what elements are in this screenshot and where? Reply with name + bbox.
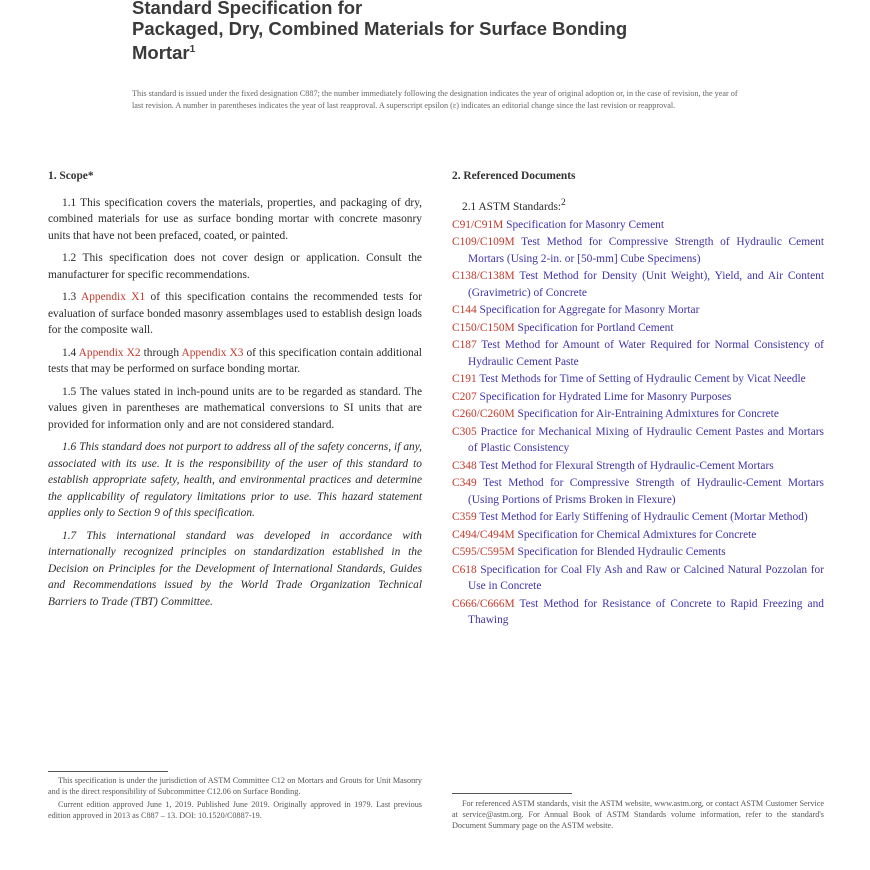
reference-title-link[interactable]: Test Method for Amount of Water Required for Normal Consistency of Hydraulic Cement Paste: [468, 339, 824, 368]
reference-title-link[interactable]: Test Method for Early Stiffening of Hydraulic Cement (Mortar Method): [479, 511, 808, 524]
reference-code-link[interactable]: C494/C494M: [452, 528, 515, 541]
reference-item: [452, 562, 824, 595]
left-footnotes: [48, 775, 422, 823]
referenced-standards-list: [452, 217, 824, 629]
reference-code-link[interactable]: C260/C260M: [452, 408, 515, 421]
reference-code-link[interactable]: C666/C666M: [452, 597, 515, 610]
reference-title-link[interactable]: Test Methods for Time of Setting of Hydraulic Cement by Vicat Needle: [479, 373, 806, 386]
scope-paragraph-1-3-text: of this specification contains the recommended tests for evaluation of surface bonded masonry assemblages used to establish design loads for the composite wall.: [48, 291, 422, 336]
title-footnote-mark: 1: [189, 44, 196, 55]
reference-title-link[interactable]: Test Method for Compressive Strength of Hydraulic Cement Mortars (Using 2-in. or [50-mm] Cube Specimens): [468, 236, 824, 265]
appendix-x1-link[interactable]: Appendix X1: [80, 291, 146, 303]
title-line-1: Standard Specification for: [132, 0, 363, 18]
reference-item: [452, 509, 824, 526]
reference-code-link[interactable]: C150/C150M: [452, 321, 515, 334]
reference-item: [452, 268, 824, 301]
reference-item: [452, 389, 824, 406]
reference-item: [452, 337, 824, 370]
reference-item: [452, 234, 824, 267]
reference-item: [452, 371, 824, 388]
reference-title-link[interactable]: Test Method for Density (Unit Weight), Yield, and Air Content (Gravimetric) of Concrete: [468, 270, 824, 299]
title-line-2: Packaged, Dry, Combined Materials for Surface Bonding: [132, 18, 628, 39]
reference-title-link[interactable]: Specification for Air-Entraining Admixtures for Concrete: [517, 408, 779, 421]
reference-title-link[interactable]: Specification for Coal Fly Ash and Raw or Calcined Natural Pozzolan for Use in Concrete: [468, 563, 824, 593]
scope-paragraph-1-7: 1.7 This international standard was developed in accordance with internationally recognized principles on standardization established in the Decision on Principles for the Development of International Standards, Guides and Recommendations issued by the World Trade Organization Technical Barriers to Trade (TBT) Committee.: [48, 529, 422, 608]
reference-title-link[interactable]: Test Method for Flexural Strength of Hydraulic-Cement Mortars: [479, 459, 774, 472]
footnote-jurisdiction: This specification is under the jurisdiction of ASTM Committee C12 on Mortars and Grouts for Unit Masonry and is the direct responsibility of Subcommittee C12.06 on Surface Bonding.: [48, 776, 422, 796]
reference-code-link[interactable]: C618: [452, 563, 477, 576]
reference-title-link[interactable]: Specification for Masonry Cement: [506, 218, 664, 231]
scope-paragraph-1-1: 1.1 This specification covers the materials, properties, and packaging of dry, combined materials for use as surface bonding mortar with concrete masonry units that have not been prefaced, coated, or painted.: [48, 196, 422, 242]
footnote-astm-standards: For referenced ASTM standards, visit the ASTM website, www.astm.org, or contact ASTM Customer Service at service@astm.org. For Annual Book of ASTM Standards volume information, refer to the standard's Document Summary page on the ASTM website.: [452, 799, 824, 830]
reference-item: [452, 458, 824, 475]
reference-title-link[interactable]: Specification for Portland Cement: [517, 321, 674, 334]
scope-paragraph-1-6: 1.6 This standard does not purport to address all of the safety concerns, if any, associated with its use. It is the responsibility of the user of this standard to establish appropriate safety, health, and environmental practices and determine the applicability of regulatory limitations prior to use. This hazard statement applies only to Section 9 of this specification.: [48, 441, 422, 519]
astm-standards-label: 2.1 ASTM Standards:: [462, 200, 562, 213]
reference-title-link[interactable]: Test Method for Resistance of Concrete to Rapid Freezing and Thawing: [468, 597, 824, 627]
scope-paragraph-1-4-text: of this specification contain additional tests that may be performed on surface bonding mortar.: [48, 346, 422, 375]
left-column: [48, 168, 422, 616]
left-footnote-divider: [48, 771, 168, 772]
reference-item: [452, 302, 824, 319]
reference-item: [452, 596, 824, 629]
right-column: [452, 168, 824, 630]
reference-title-link[interactable]: Specification for Aggregate for Masonry Mortar: [479, 304, 700, 317]
reference-item: [452, 475, 824, 508]
reference-title-link[interactable]: Specification for Blended Hydraulic Cements: [517, 546, 726, 559]
document-title: [132, 0, 772, 63]
appendix-x2-link[interactable]: Appendix X2: [78, 346, 141, 359]
footnote-edition: Current edition approved June 1, 2019. Published June 2019. Originally approved in 1979. Last previous edition approved in 2013 as C887 – 13. DOI: 10.1520/C0887-19.: [48, 800, 422, 820]
reference-code-link[interactable]: C109/C109M: [452, 236, 515, 249]
reference-item: [452, 406, 824, 423]
reference-code-link[interactable]: C138/C138M: [452, 270, 515, 283]
scope-paragraph-1-3: [48, 289, 422, 339]
reference-title-link[interactable]: Practice for Mechanical Mixing of Hydraulic Cement Pastes and Mortars of Plastic Consistency: [468, 425, 824, 455]
reference-item: [452, 217, 824, 234]
scope-paragraph-1-2: 1.2 This specification does not cover design or application. Consult the manufacturer for specific recommendations.: [48, 252, 422, 281]
astm-standards-intro: [462, 195, 824, 215]
scope-heading: 1. Scope*: [48, 170, 94, 182]
reference-code-link[interactable]: C91/C91M: [452, 218, 504, 231]
reference-code-link[interactable]: C349: [452, 477, 477, 490]
reference-code-link[interactable]: C359: [452, 511, 477, 524]
scope-paragraph-1-4-prefix: 1.4: [62, 346, 79, 359]
scope-paragraph-1-5: 1.5 The values stated in inch-pound units are to be regarded as standard. The values given in parentheses are mathematical conversions to SI units that are provided for information only and are not considered standard.: [48, 385, 422, 431]
reference-code-link[interactable]: C348: [452, 459, 477, 472]
reference-code-link[interactable]: C207: [452, 390, 477, 403]
scope-paragraph-1-4-through: through: [140, 346, 182, 359]
reference-code-link[interactable]: C191: [452, 373, 477, 386]
reference-title-link[interactable]: Specification for Chemical Admixtures for Concrete: [517, 528, 757, 541]
reference-item: [452, 424, 824, 457]
designation-notice: This standard is issued under the fixed designation C887; the number immediately following the designation indicates the year of original adoption or, in the case of revision, the year of last revision. A number in parentheses indicates the year of last reapproval. A superscript epsilon (ε) indicates an editorial change since the last revision or reapproval.: [132, 89, 738, 110]
reference-item: [452, 320, 824, 337]
reference-title-link[interactable]: Test Method for Compressive Strength of Hydraulic-Cement Mortars (Using Portions of Prisms Broken in Flexure): [468, 477, 824, 506]
title-line-3: Mortar: [132, 42, 190, 64]
astm-standards-footnote-mark: 2: [561, 197, 566, 208]
scope-paragraph-1-4: [48, 345, 422, 378]
reference-item: [452, 527, 824, 544]
scope-paragraph-1-3-prefix: 1.3: [62, 291, 81, 303]
right-footnotes: [452, 798, 824, 833]
reference-code-link[interactable]: C305: [452, 425, 477, 438]
right-footnote-divider: [452, 793, 572, 794]
reference-code-link[interactable]: C144: [452, 304, 477, 317]
reference-title-link[interactable]: Specification for Hydrated Lime for Masonry Purposes: [479, 390, 732, 403]
appendix-x3-link[interactable]: Appendix X3: [181, 346, 244, 359]
reference-code-link[interactable]: C187: [452, 339, 477, 352]
reference-item: [452, 544, 824, 561]
referenced-documents-heading: 2. Referenced Documents: [452, 170, 576, 182]
reference-code-link[interactable]: C595/C595M: [452, 546, 515, 559]
